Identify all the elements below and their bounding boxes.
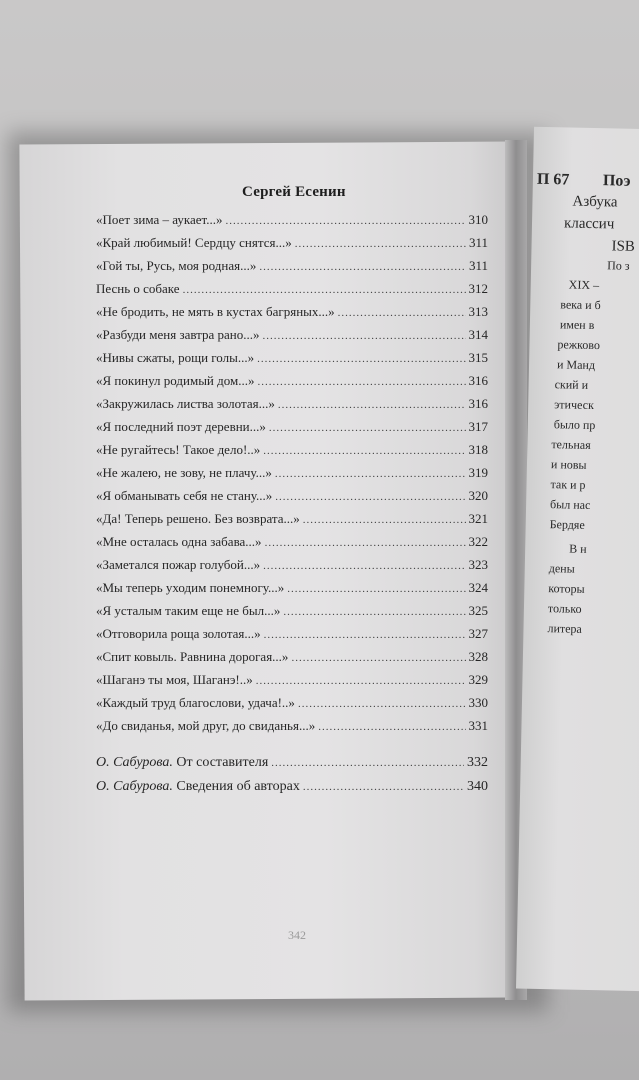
toc-entry-page: 321 <box>468 511 488 526</box>
toc-leader-dots <box>257 376 465 388</box>
toc-entry <box>96 442 488 465</box>
toc-entry-page: 324 <box>468 580 488 595</box>
right-page-fragment: был нас <box>549 497 591 512</box>
toc-entry-page: 325 <box>468 603 488 618</box>
toc-entry-title: «Да! Теперь решено. Без возврата...» <box>96 511 300 526</box>
toc-entry-page: 328 <box>468 649 488 664</box>
toc-entry <box>96 534 488 557</box>
toc-entry <box>96 465 488 488</box>
right-page-fragment: ISB <box>611 238 636 255</box>
toc-leader-dots <box>257 353 465 365</box>
right-page <box>516 127 639 992</box>
toc-leader-dots <box>264 629 466 641</box>
toc-entry-title: «Край любимый! Сердцу снятся...» <box>96 235 292 250</box>
toc-entry-title: «Мне осталась одна забава...» <box>96 534 262 549</box>
toc-entry-title: «Я усталым таким еще не был...» <box>96 603 281 618</box>
toc-entry <box>96 373 488 396</box>
toc-entry-title: «Не ругайтесь! Такое дело!..» <box>96 442 261 457</box>
toc-entry <box>96 695 488 718</box>
toc-leader-dots <box>298 698 466 710</box>
right-page-fragment: В н <box>569 541 587 556</box>
toc-entry-author: О. Сабурова. <box>96 755 173 770</box>
toc-entry-title: «Мы теперь уходим понемногу...» <box>96 580 285 595</box>
toc-entry-title: «Гой ты, Русь, моя родная...» <box>96 258 257 273</box>
toc-entry <box>96 304 488 327</box>
toc-entry-title <box>96 779 303 795</box>
toc-leader-dots <box>283 606 465 618</box>
toc-leader-dots <box>318 721 465 733</box>
toc-entry-page: 323 <box>468 557 488 572</box>
right-page-fragment: литера <box>547 621 582 636</box>
toc-entry-title: «Я последний поэт деревни...» <box>96 419 266 434</box>
toc-entry-page: 332 <box>467 755 488 770</box>
toc-entry-page: 327 <box>468 626 488 641</box>
toc-entry <box>96 419 488 442</box>
toc-entry <box>96 350 488 373</box>
toc-entry-title: «Отговорила роща золотая...» <box>96 626 261 641</box>
toc-entry <box>96 396 488 419</box>
toc-entry <box>96 327 488 350</box>
right-page-fragment: и новы <box>550 457 587 472</box>
toc-entry-page: 330 <box>468 695 488 710</box>
toc-leader-dots <box>259 261 466 273</box>
toc-entry <box>96 511 488 534</box>
right-page-fragment: было пр <box>553 417 596 433</box>
toc-entry <box>96 718 488 741</box>
toc-appendix-entry <box>96 755 488 779</box>
toc-entry <box>96 281 488 304</box>
right-page-fragment: классич <box>563 215 615 233</box>
toc-entry-author: О. Сабурова. <box>96 779 173 794</box>
toc-entry-title: «Я обманывать себя не стану...» <box>96 488 273 503</box>
toc-entry-page: 310 <box>468 212 488 227</box>
toc-entry-page: 317 <box>468 419 488 434</box>
right-page-fragment: По з <box>607 258 630 273</box>
toc-leader-dots <box>263 330 466 342</box>
right-page-fragment: так и р <box>550 477 586 492</box>
toc-leader-dots <box>265 537 466 549</box>
toc-leader-dots <box>291 652 465 664</box>
toc-leader-dots <box>263 560 465 572</box>
toc-leader-dots <box>183 284 466 296</box>
toc-entry <box>96 672 488 695</box>
toc-entry <box>96 488 488 511</box>
toc-entry-page: 316 <box>468 373 488 388</box>
toc-entry <box>96 557 488 580</box>
toc-entry-page: 329 <box>468 672 488 687</box>
toc-entry-page: 318 <box>468 442 488 457</box>
toc-leader-dots <box>263 445 465 457</box>
right-page-fragment: XIX – <box>568 277 600 293</box>
table-of-contents <box>96 212 488 803</box>
toc-leader-dots <box>275 491 465 503</box>
toc-entry-title <box>96 755 271 771</box>
right-page-fragment: Бердяе <box>549 517 585 532</box>
right-page-fragment: имен в <box>559 317 595 333</box>
toc-entry-page: 319 <box>468 465 488 480</box>
toc-entry-title: «Спит ковыль. Равнина дорогая...» <box>96 649 289 664</box>
toc-leader-dots <box>256 675 466 687</box>
toc-leader-dots <box>269 422 466 434</box>
toc-gap <box>96 741 488 755</box>
toc-entry-title: «Нивы сжаты, рощи голы...» <box>96 350 255 365</box>
toc-entry-page: 311 <box>468 235 488 250</box>
right-page-fragment: Поэ <box>602 172 631 190</box>
toc-entry-page: 316 <box>468 396 488 411</box>
right-page-fragment: Азбука <box>572 193 618 211</box>
right-page-fragment: которы <box>548 581 585 596</box>
toc-leader-dots <box>303 781 464 793</box>
toc-leader-dots <box>278 399 466 411</box>
toc-entry-page: 313 <box>468 304 488 319</box>
right-page-code: П 67 <box>536 170 570 189</box>
toc-entry <box>96 258 488 281</box>
toc-leader-dots <box>287 583 465 595</box>
toc-leader-dots <box>295 238 466 250</box>
toc-entry-title: «Я покинул родимый дом...» <box>96 373 255 388</box>
toc-leader-dots <box>303 514 466 526</box>
toc-entry-title-text: Сведения об авторах <box>172 779 300 794</box>
toc-entry-title: «Шаганэ ты моя, Шаганэ!..» <box>96 672 253 687</box>
toc-entry-page: 312 <box>468 281 488 296</box>
right-page-fragment: ский и <box>554 377 589 392</box>
right-page-fragment: тельная <box>551 437 591 452</box>
right-page-fragment: этическ <box>554 397 595 413</box>
toc-leader-dots <box>338 307 466 319</box>
toc-leader-dots <box>275 468 466 480</box>
toc-entry-page: 320 <box>468 488 488 503</box>
toc-leader-dots <box>271 757 464 769</box>
right-page-fragment: только <box>547 601 582 616</box>
toc-entry <box>96 603 488 626</box>
toc-leader-dots <box>225 215 465 227</box>
page-header: Сергей Есенин <box>242 184 346 200</box>
page-number: 342 <box>288 928 306 942</box>
toc-entry-title: «Не бродить, не мять в кустах багряных...» <box>96 304 335 319</box>
right-page-fragment: режково <box>557 337 601 353</box>
toc-entry <box>96 212 488 235</box>
toc-entry-title: «Заметался пожар голубой...» <box>96 557 261 572</box>
toc-entry-page: 331 <box>468 718 488 733</box>
toc-entry-page: 322 <box>468 534 488 549</box>
toc-entry <box>96 626 488 649</box>
toc-entry <box>96 580 488 603</box>
toc-entry-page: 314 <box>468 327 488 342</box>
toc-entry <box>96 649 488 672</box>
toc-entry-title-text: От составителя <box>172 755 269 770</box>
toc-entry-page: 340 <box>467 779 488 794</box>
right-page-fragment: дены <box>548 561 575 576</box>
toc-entry-title: Песнь о собаке <box>96 281 180 296</box>
toc-entry-title: «Разбуди меня завтра рано...» <box>96 327 260 342</box>
toc-entry-title: «Не жалею, не зову, не плачу...» <box>96 465 272 480</box>
toc-entry-title: «Каждый труд благослови, удача!..» <box>96 695 295 710</box>
toc-appendix-entry <box>96 779 488 803</box>
right-page-fragment: и Манд <box>556 357 596 373</box>
toc-entry-title: «До свиданья, мой друг, до свиданья...» <box>96 718 316 733</box>
toc-entry-page: 311 <box>468 258 488 273</box>
toc-entry-title: «Поет зима – аукает...» <box>96 212 223 227</box>
toc-entry <box>96 235 488 258</box>
right-page-fragment: века и б <box>560 297 601 313</box>
toc-entry-title: «Закружилась листва золотая...» <box>96 396 275 411</box>
toc-entry-page: 315 <box>468 350 488 365</box>
